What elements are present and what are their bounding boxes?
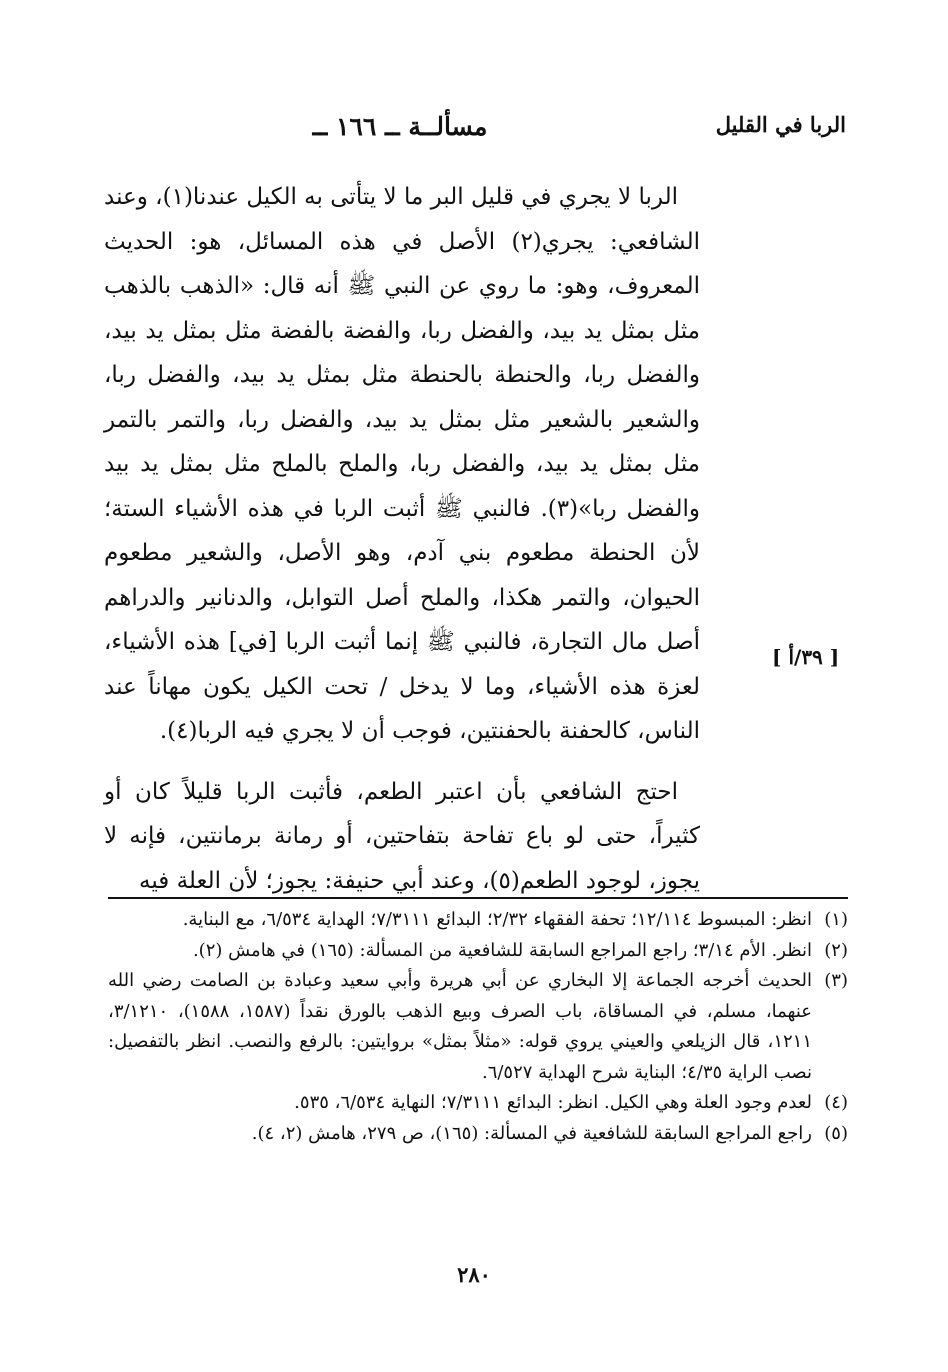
footnote-number: (٤) <box>824 1092 848 1113</box>
page-number: ٢٨٠ <box>457 1262 491 1287</box>
footnote-number: (٣) <box>824 970 848 991</box>
footnote-3 <box>108 966 848 1088</box>
footnote-number: (٢) <box>824 939 848 961</box>
chapter-title: مسألــة ــ ١٦٦ ــ <box>312 112 488 141</box>
footnote-text: انظر. الأم ٣/١٤؛ راجع المراجع السابقة للشافعية من المسألة: (١٦٥) في هامش (٢). <box>192 939 812 961</box>
footnote-4 <box>108 1088 848 1119</box>
footnotes <box>108 905 848 1149</box>
footnote-5 <box>108 1119 848 1150</box>
footnote-text: راجع المراجع السابقة للشافعية في المسألة: (١٦٥)، ص ٢٧٩، هامش (٢، ٤). <box>251 1122 812 1144</box>
footnote-text: الحديث أخرجه الجماعة إلا البخاري عن أبي هريرة وأبي سعيد وعبادة بن الصامت رضي الله عنهما، مسلم، في المساقاة، باب الصرف وبيع الذهب بالورق نقداً (١٥٨٧، ١٥٨٨)، ٣/١٢١٠، ١٢١١، قال الزيلعي والعيني يروي قوله: «مثلاً بمثل» بروايتين: بالرفع والنصب. انظر بالتفصيل: نصب الراية ٤/٣٥؛ البناية شرح الهداية ٦/٥٢٧. <box>108 970 812 1083</box>
footnote-number: (٥) <box>824 1122 848 1144</box>
main-text <box>104 175 700 903</box>
footnote-divider <box>108 897 848 899</box>
footnote-number: (١) <box>824 909 848 930</box>
running-head: الربا في القليل <box>715 112 846 137</box>
body-paragraph-2: احتج الشافعي بأن اعتبر الطعم، فأثبت الربا قليلاً كان أو كثيراً، حتى لو باع تفاحة بتفاحتين، أو رمانة برمانتين، فإنه لا يجوز، لوجود الطعم(٥)، وعند أبي حنيفة: يجوز؛ لأن العلة فيه <box>104 778 700 894</box>
footnote-text: انظر: المبسوط ١٢/١١٤؛ تحفة الفقهاء ٢/٣٢؛ البدائع ٧/٣١١١؛ الهداية ٦/٥٣٤، مع البناية. <box>182 909 812 930</box>
manuscript-folio-marker: [ ٣٩/أ ] <box>772 645 840 669</box>
footnote-text: لعدم وجود العلة وهي الكيل. انظر: البدائع ٧/٣١١١؛ النهاية ٦/٥٣٤، ٥٣٥. <box>294 1092 812 1113</box>
footnote-1 <box>108 905 848 936</box>
footnote-2 <box>108 936 848 967</box>
body-paragraph-1: الربا لا يجري في قليل البر ما لا يتأتى به الكيل عندنا(١)، وعند الشافعي: يجري(٢) الأصل في هذه المسائل، هو: الحديث المعروف، وهو: ما روي عن النبي ﷺ أنه قال: «الذهب بالذهب مثل بمثل يد بيد، والفضل ربا، والفضة بالفضة مثل بمثل يد بيد، والفضل ربا، والحنطة بالحنطة مثل بمثل يد بيد، والفضل ربا، والشعير بالشعير مثل بمثل يد بيد، والفضل ربا، والتمر بالتمر مثل بمثل يد بيد، والفضل ربا، والملح بالملح مثل بمثل يد بيد والفضل ربا»(٣). فالنبي ﷺ أثبت الربا في هذه الأشياء الستة؛ لأن الحنطة مطعوم بني آدم، وهو الأصل، والشعير مطعوم الحيوان، والتمر هكذا، والملح أصل التوابل، والدنانير والدراهم أصل مال التجارة، فالنبي ﷺ إنما أثبت الربا [في] هذه الأشياء، لعزة هذه الأشياء، وما لا يدخل / تحت الكيل يكون مهاناً عند الناس، كالحفنة بالحفنتين، فوجب أن لا يجري فيه الربا(٤). <box>104 184 700 744</box>
